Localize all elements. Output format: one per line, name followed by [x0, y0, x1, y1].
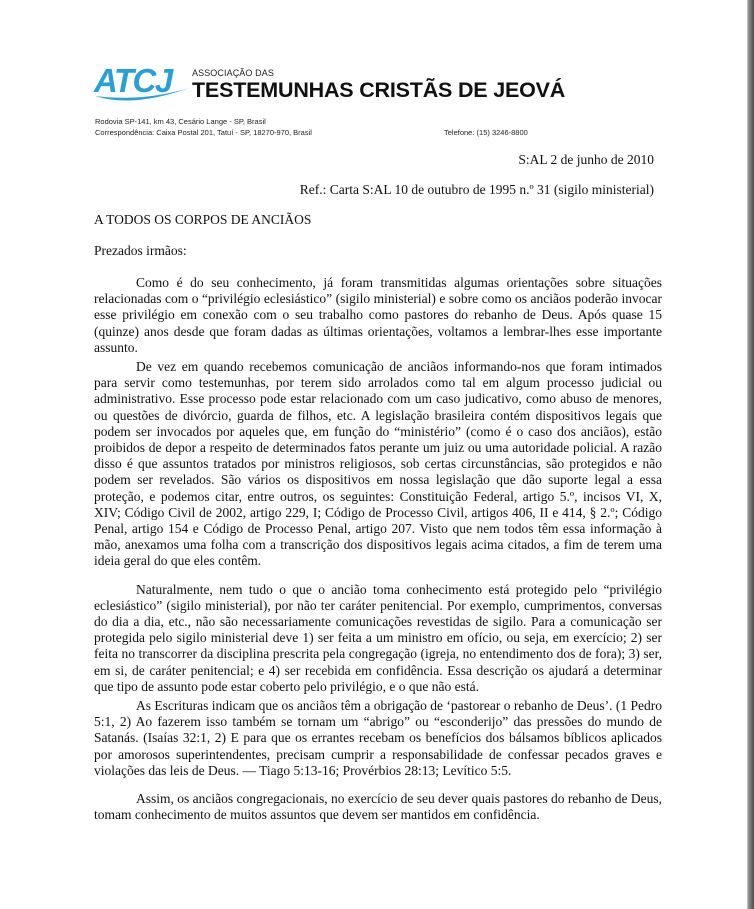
letterhead-phone: Telefone: (15) 3246-8800 [444, 128, 528, 137]
logo-text: ATCJ [94, 62, 172, 99]
letterhead-correspondence: Correspondência: Caixa Postal 201, Tatuí - SP, 18270-970, Brasil [95, 128, 312, 137]
paragraph: Assim, os anciãos congregacionais, no exercício de seu dever quais pastores do rebanho de Deus, tomam conhecimento de muitos assuntos que devem ser mantidos em confidência. [94, 791, 662, 823]
letterhead-address: Rodovia SP-141, km 43, Cesário Lange - SP, Brasil [95, 117, 266, 126]
letter-greeting: Prezados irmãos: [94, 243, 187, 258]
association-name: TESTEMUNHAS CRISTÃS DE JEOVÁ [192, 78, 566, 102]
paragraph: Como é do seu conhecimento, já foram transmitidas algumas orientações sobre situações relacionadas com o “privilégio eclesiástico” (sigilo ministerial) e sobre como os anciãos poderão invocar esse privilégio em conexão com o seu trabalho como pastores do rebanho de Deus. Após quase 15 (quinze) anos desde que foram dadas as últimas orientações, voltamos a lembrar-lhes esse importante assunto. [94, 275, 662, 355]
paragraph: Naturalmente, nem tudo o que o ancião toma conhecimento está protegido pelo “privilégio eclesiástico” (sigilo ministerial), por não ter caráter penitencial. Por exemplo, cumprimentos, conversas do dia a dia, etc., não são necessariamente comunicações revestidas de sigilo. Para a comunicação ser protegida pelo sigilo ministerial deve 1) ser feita a um ministro em ofício, ou seja, em exercício; 2) ser feita no transcorrer da disciplina prescrita pela congregação (igreja, no entendimento dos de fora); 3) ser, em si, de caráter penitencial; e 4) ser recebida em confidência. Essa descrição os ajudará a determinar que tipo de assunto pode estar coberto pelo privilégio, e o que não está. [94, 581, 662, 694]
paragraph: De vez em quando recebemos comunicação de anciãos informando-nos que foram intimados para servir como testemunhas, por terem sido arrolados como tal em algum processo judicial ou administrativo. Esse processo pode estar relacionado com um caso judicativo, como abuso de menores, ou questões de divórcio, guarda de filhos, etc. A legislação brasileira contém dispositivos legais que podem ser invocados por aqueles que, em função do “ministério” (como é o caso dos anciãos), estão proibidos de depor a respeito de determinados fatos perante um juiz ou uma autoridade policial. A razão disso é que assuntos tratados por ministros religiosos, sob certas circunstâncias, são protegidos e não podem ser revelados. São vários os dispositivos em nossa legislação que dão suporte legal a essa proteção, e podemos citar, entre outros, os seguintes: Constituição Federal, artigo 5.º, incisos VI, X, XIV; Código Civil de 2002, artigo 229, I; Código de Processo Civil, artigos 406, II e 414, § 2.º; Código Penal, artigo 154 e Código de Processo Penal, artigo 207. Visto que nem todos têm essa informação à mão, anexamos uma folha com a transcrição dos dispositivos legais acima citados, a fim de terem uma ideia geral do que eles contêm. [94, 359, 662, 569]
letter-addressee: A TODOS OS CORPOS DE ANCIÃOS [94, 212, 312, 227]
page-edge-shadow [748, 0, 754, 909]
letter-reference: Ref.: Carta S:AL 10 de outubro de 1995 n.º 31 (sigilo ministerial) [299, 182, 654, 197]
association-prefix: ASSOCIAÇÃO DAS [192, 68, 274, 78]
paragraph: As Escrituras indicam que os anciãos têm a obrigação de ‘pastorear o rebanho de Deus’. (1 Pedro 5:1, 2) Ao fazerem isso também se tornam um “abrigo” ou “esconderijo” das pressões do mundo de Satanás. (Isaías 32:1, 2) E para que os errantes recebam os benefícios dos bálsamos bíblicos aplicados por amorosos superintendentes, precisam cumprir a responsabilidade de confessar pecados graves e violações das leis de Deus. — Tiago 5:13-16; Provérbios 28:13; Levítico 5:5. [94, 698, 662, 778]
atcj-logo [93, 62, 191, 110]
letter-body [94, 275, 662, 824]
letter-date: S:AL 2 de junho de 2010 [518, 152, 654, 167]
